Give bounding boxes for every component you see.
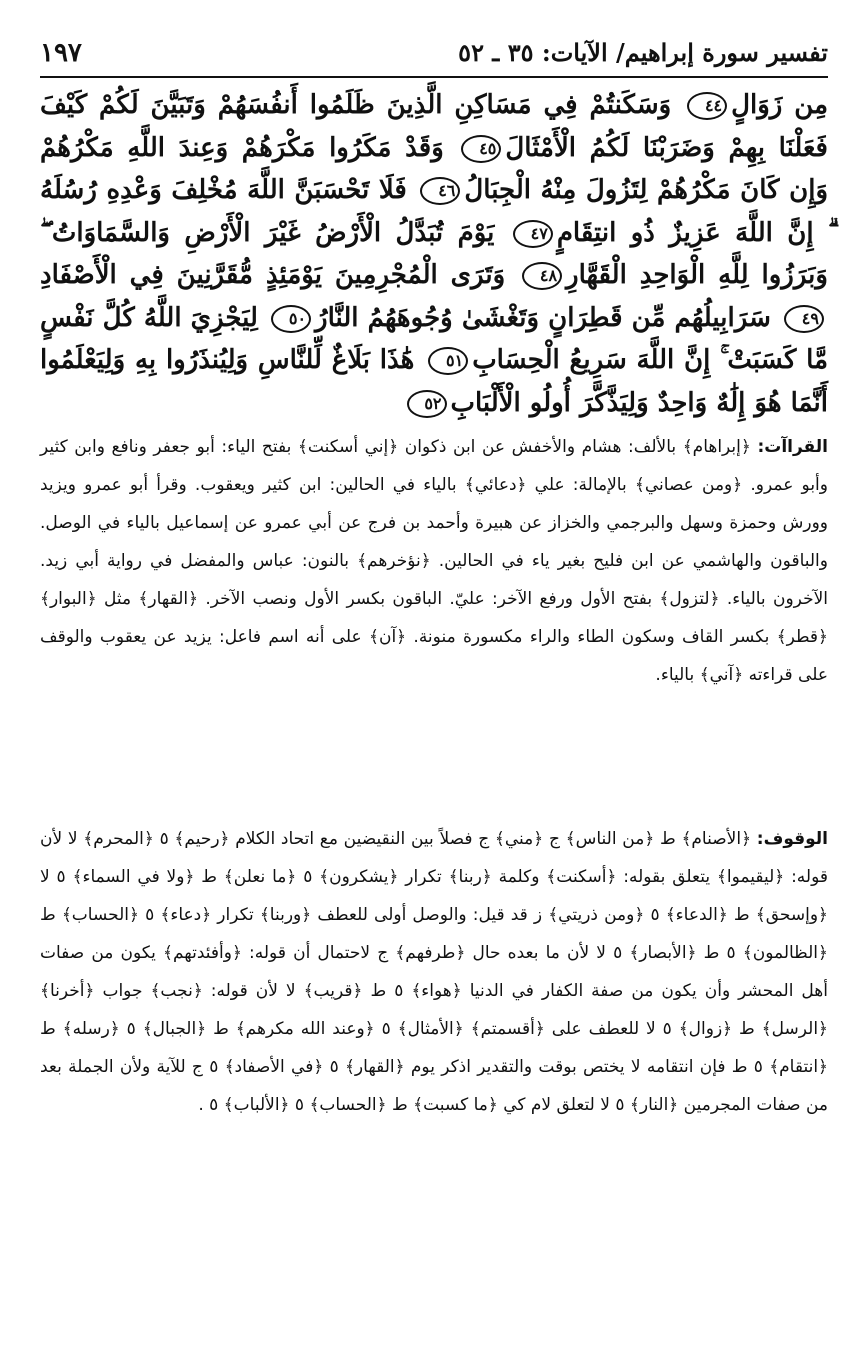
ayah-number-mark: ٤٦ — [420, 177, 460, 205]
ayah-number-mark: ٤٧ — [513, 220, 553, 248]
verse-text: وَتَرَى الْمُجْرِمِينَ يَوْمَئِذٍ مُّقَرَّنِينَ فِي الْأَصْفَادِ — [40, 260, 506, 290]
running-title: تفسير سورة إبراهيم/ الآيات: ٣٥ ـ ٥٢ — [458, 38, 828, 67]
verse-text: مِن زَوَالٍ — [731, 90, 828, 120]
verse-text: يَوْمَ تُبَدَّلُ الْأَرْضُ غَيْرَ الْأَرْضِ وَالسَّمَاوَاتُ ۖ وَبَرَزُوا لِلَّهِ الْوَاحِدِ الْقَهَّارِ — [40, 217, 828, 290]
page-number: ١٩٧ — [40, 38, 82, 68]
verse-text: سَرَابِيلُهُم مِّن قَطِرَانٍ وَتَغْشَىٰ وُجُوهَهُمُ النَّارُ — [315, 302, 771, 333]
ayah-number-mark: ٤٨ — [522, 262, 562, 290]
ayah-number-mark: ٤٩ — [784, 305, 824, 333]
verse-text: وَسَكَنتُمْ فِي مَسَاكِنِ الَّذِينَ ظَلَمُوا أَنفُسَهُمْ وَتَبَيَّنَ لَكُمْ كَيْفَ فَعَلْنَا بِهِمْ وَضَرَبْنَا لَكُمُ الْأَمْثَالَ — [40, 90, 828, 163]
ayah-number-mark: ٥٠ — [271, 305, 311, 333]
verse-text: لِيَجْزِيَ اللَّهُ كُلَّ نَفْسٍ مَّا كَسَبَتْ ۚ إِنَّ اللَّهَ سَرِيعُ الْحِسَابِ — [40, 302, 828, 375]
stops-label: الوقوف: — [756, 829, 828, 849]
verse-text: وَقَدْ مَكَرُوا مَكْرَهُمْ وَعِندَ اللَّهِ مَكْرُهُمْ وَإِن كَانَ مَكْرُهُمْ لِتَزُولَ مِنْهُ الْجِبَالُ — [40, 132, 828, 205]
readings-text: ﴿إبراهام﴾ بالألف: هشام والأخفش عن ابن ذكوان ﴿إني أسكنت﴾ بفتح الياء: أبو جعفر ونافع وابن كثير وأبو عمرو. ﴿ومن عصاني﴾ بالإمالة: علي ﴿دعائي﴾ بالياء في الحالين: ابن كثير ويعقوب. وقرأ أبو عمرو ويزيد وورش وحمزة وسهل والبرجمي والخزاز عن هبيرة وأحمد بن فرج عن أبي عمرو عن إسماعيل بالياء في الوصل. والباقون والهاشمي عن ابن فليح بغير ياء في الحالين. ﴿نؤخرهم﴾ بالنون: عباس والمفضل في رواية أبي زيد. الآخرون بالياء. ﴿لتزول﴾ بفتح الأول ورفع الآخر: عليّ. الباقون بكسر الأول ونصب الآخر. ﴿القهار﴾ مثل ﴿البوار﴾ ﴿قطر﴾ بكسر القاف وسكون الطاء والراء مكسورة منونة. ﴿آن﴾ على أنه اسم فاعل: يزيد عن يعقوب والوقف على قراءته ﴿آني﴾ بالياء. — [40, 437, 828, 685]
ayah-number-mark: ٤٥ — [461, 135, 501, 163]
stops-text: ﴿الأصنام﴾ ط ﴿من الناس﴾ ج ﴿مني﴾ ج فصلاً بين النقيضين مع اتحاد الكلام ﴿رحيم﴾ ٥ ﴿المحرم﴾ لا لأن قوله: ﴿ليقيموا﴾ يتعلق بقوله: ﴿أسكنت﴾ وكلمة ﴿ربنا﴾ تكرار ﴿يشكرون﴾ ٥ ﴿ما نعلن﴾ ط ﴿ولا في السماء﴾ ٥ لا ﴿وإسحق﴾ ط ﴿الدعاء﴾ ٥ ﴿ومن ذريتي﴾ ز قد قيل: والوصل أولى للعطف ﴿وربنا﴾ تكرار ﴿دعاء﴾ ٥ ﴿الحساب﴾ ط ﴿الظالمون﴾ ٥ ط ﴿الأبصار﴾ ٥ لا لأن ما بعده حال ﴿طرفهم﴾ ج لاحتمال أن قوله: ﴿وأفئدتهم﴾ يكون من صفات أهل المحشر وأن يكون من صفة الكفار في الدنيا ﴿هواء﴾ ٥ ط ﴿قريب﴾ لا لأن قوله: ﴿نجب﴾ جواب ﴿أخرنا﴾ ﴿الرسل﴾ ط ﴿زوال﴾ ٥ لا للعطف على ﴿أقسمتم﴾ ﴿الأمثال﴾ ٥ ﴿وعند الله مكرهم﴾ ط ﴿الجبال﴾ ٥ ﴿رسله﴾ ط ﴿انتقام﴾ ٥ ط فإن انتقامه لا يختص بوقت والتقدير اذكر يوم ﴿القهار﴾ ٥ ﴿في الأصفاد﴾ ٥ ج للآية ولأن الجملة بعد من صفات المجرمين ﴿النار﴾ ٥ لا لتعلق لام كي ﴿ما كسبت﴾ ط ﴿الحساب﴾ ٥ ﴿الألباب﴾ ٥ . — [40, 829, 829, 1115]
ayah-number-mark: ٤٤ — [687, 92, 727, 120]
readings-section — [40, 428, 828, 694]
verse-text: فَلَا تَحْسَبَنَّ اللَّهَ مُخْلِفَ وَعْدِهِ رُسُلَهُ ۗ إِنَّ اللَّهَ عَزِيزٌ ذُو انتِقَامٍ — [40, 175, 829, 248]
verse-text: هَٰذَا بَلَاغٌ لِّلنَّاسِ وَلِيُنذَرُوا بِهِ وَلِيَعْلَمُوا أَنَّمَا هُوَ إِلَٰهٌ وَاحِدٌ وَلِيَذَّكَّرَ أُولُو الْأَلْبَابِ — [40, 345, 828, 418]
stops-section — [40, 820, 828, 1124]
page-header — [40, 36, 828, 78]
quran-verses — [40, 84, 828, 424]
ayah-number-mark: ٥١ — [428, 347, 468, 375]
ayah-number-mark: ٥٢ — [407, 390, 447, 418]
readings-label: القراآت: — [757, 437, 828, 457]
